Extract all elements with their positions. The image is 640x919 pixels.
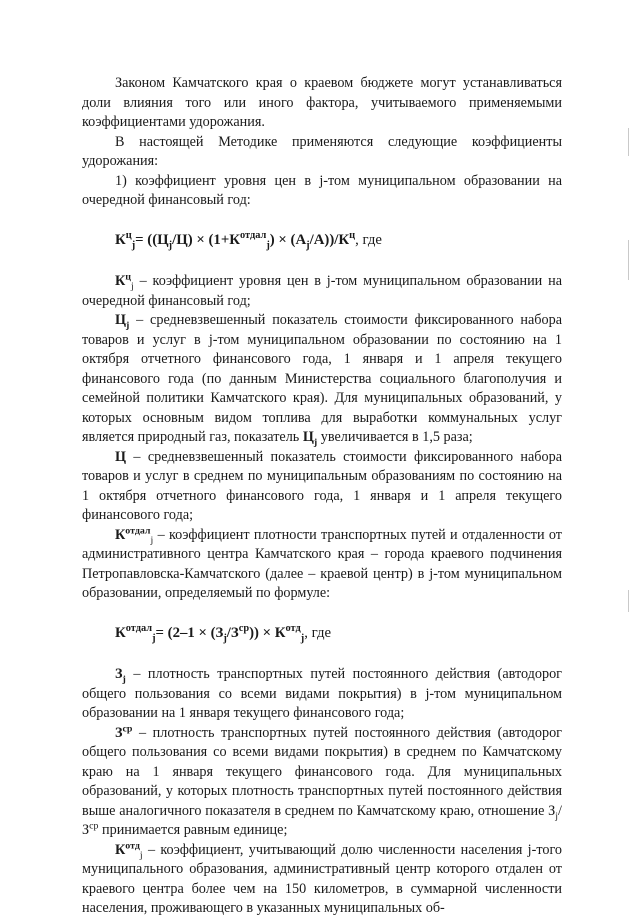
definition-c: Ц – средневзвешенный показатель стоимости фиксированного набора товаров и услуг в среднем по муниципальным образованиям по состоянию на 1 октября отчетного финансового года, 1 января и 1 апреля текущего финансового года; [82,448,562,523]
definition-zj: $З_j$ – плотность транспортных путей постоянного действия (автодорог общего пользования со всеми видами покрытия) в j-том муниципальном образовании на 1 января текущего финансового года; [82,666,562,721]
scan-edge-mark [628,128,629,156]
definition-kc: $К^ц_j$ – коэффициент уровня цен в j-том муниципальном образовании на очередной финансовый год; [82,271,562,309]
formula-transport-density: $К^{отдал}_j= (2-1 \times (З_j/З^{ср})) \times К^{отд}_j$, где [115,622,332,644]
formula-price-level: $К^ц_j= ((Ц_j/Ц) \times (1+К^{отдал}_j) \times (А_j/А))/К^ц$, где [115,229,382,251]
paragraph-budget-law: Законом Камчатского края о краевом бюджете могут устанавливаться доли влияния того или иного фактора, учитываемого применяемыми коэффициентами удорожания. [82,75,562,130]
document-body [82,74,562,919]
definition-zsr: $З^{ср}$ – плотность транспортных путей постоянного действия (автодорог общего пользования со всеми видами покрытия) в среднем по Камчатскому краю на 1 января текущего финансового года. Для муниципальных образований, у которых плотность транспортных путей постоянного действия выше аналогичного показателя в среднем по Камчатскому краю, отношение $З_j/З^{ср}$ принимается равным единице; [82,722,562,838]
definition-cj: $Ц_j$ – средневзвешенный показатель стоимости фиксированного набора товаров и услуг в j-том муниципальном образовании по состоянию на 1 октября отчетного финансового года, 1 января и 1 апреля текущего финансового года (по данным Министерства социального благополучия и семейной политики Камчатского края). Для муниципальных образований, у которых основным видом топлива для выработки коммунальных услуг является природный газ, показатель $Ц_j$ увеличивается в 1,5 раза; [82,312,562,448]
definition-kotdal: $К^{отдал}_j$ – коэффициент плотности транспортных путей и отдаленности от административного центра Камчатского края – города краевого подчинения Петропавловска-Камчатского (далее – краевой центр) в j-том муниципальном образовании, определяемый по формуле: [82,524,562,601]
scan-edge-mark [628,590,629,612]
scan-edge-mark [628,240,629,280]
definition-kotd: $К^{отд}_j$ – коэффициент, учитывающий долю численности населения j-того муниципального образования, административный центр которого отдален от краевого центра более чем на 150 километров, в суммарной численности населения, проживающего в указанных муниципальных об- [82,839,562,916]
paragraph-coefficients-intro: В настоящей Методике применяются следующие коэффициенты удорожания: [82,133,562,169]
paragraph-price-level-coefficient: 1) коэффициент уровня цен в j-том муниципальном образовании на очередной финансовый год: [82,172,562,208]
